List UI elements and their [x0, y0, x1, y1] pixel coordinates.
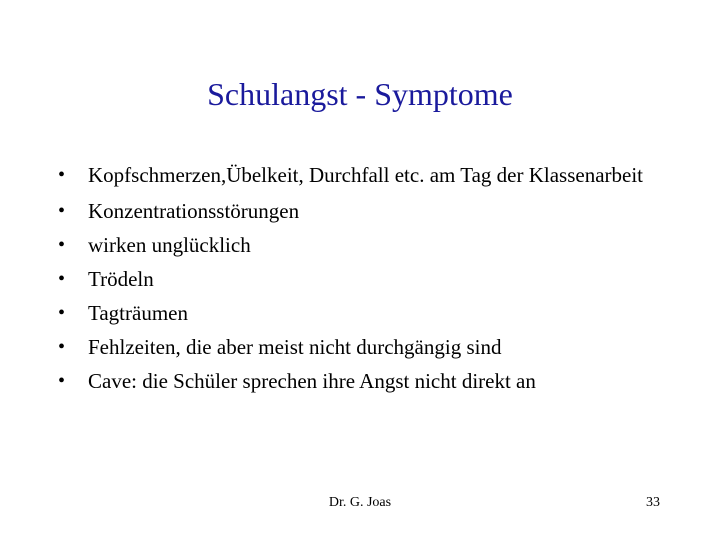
page-number: 33 [646, 495, 660, 510]
bullet-text: Trödeln [88, 267, 154, 291]
bullet-icon: • [58, 164, 66, 186]
list-item [58, 262, 678, 296]
bullet-text: Fehlzeiten, die aber meist nicht durchgängig sind [88, 335, 502, 359]
list-item [58, 160, 678, 190]
bullet-icon: • [58, 234, 66, 256]
bullet-icon: • [58, 302, 66, 324]
list-item [58, 296, 678, 330]
list-item [58, 330, 678, 364]
bullet-text: wirken unglücklich [88, 233, 251, 257]
bullet-icon: • [58, 268, 66, 290]
bullet-text: Tagträumen [88, 301, 188, 325]
bullet-list [58, 160, 678, 398]
footer-author: Dr. G. Joas [328, 495, 392, 510]
list-item [58, 194, 678, 228]
bullet-text: Konzentrationsstörungen [88, 199, 300, 223]
list-item [58, 228, 678, 262]
bullet-text: Cave: die Schüler sprechen ihre Angst nicht direkt an [88, 369, 536, 393]
list-item [58, 364, 678, 398]
bullet-icon: • [58, 200, 66, 222]
bullet-text: Kopfschmerzen,Übelkeit, Durchfall etc. am Tag der Klassenarbeit [88, 163, 644, 187]
slide-title: Schulangst - Symptome [207, 76, 513, 112]
bullet-icon: • [58, 370, 66, 392]
bullet-icon: • [58, 336, 66, 358]
